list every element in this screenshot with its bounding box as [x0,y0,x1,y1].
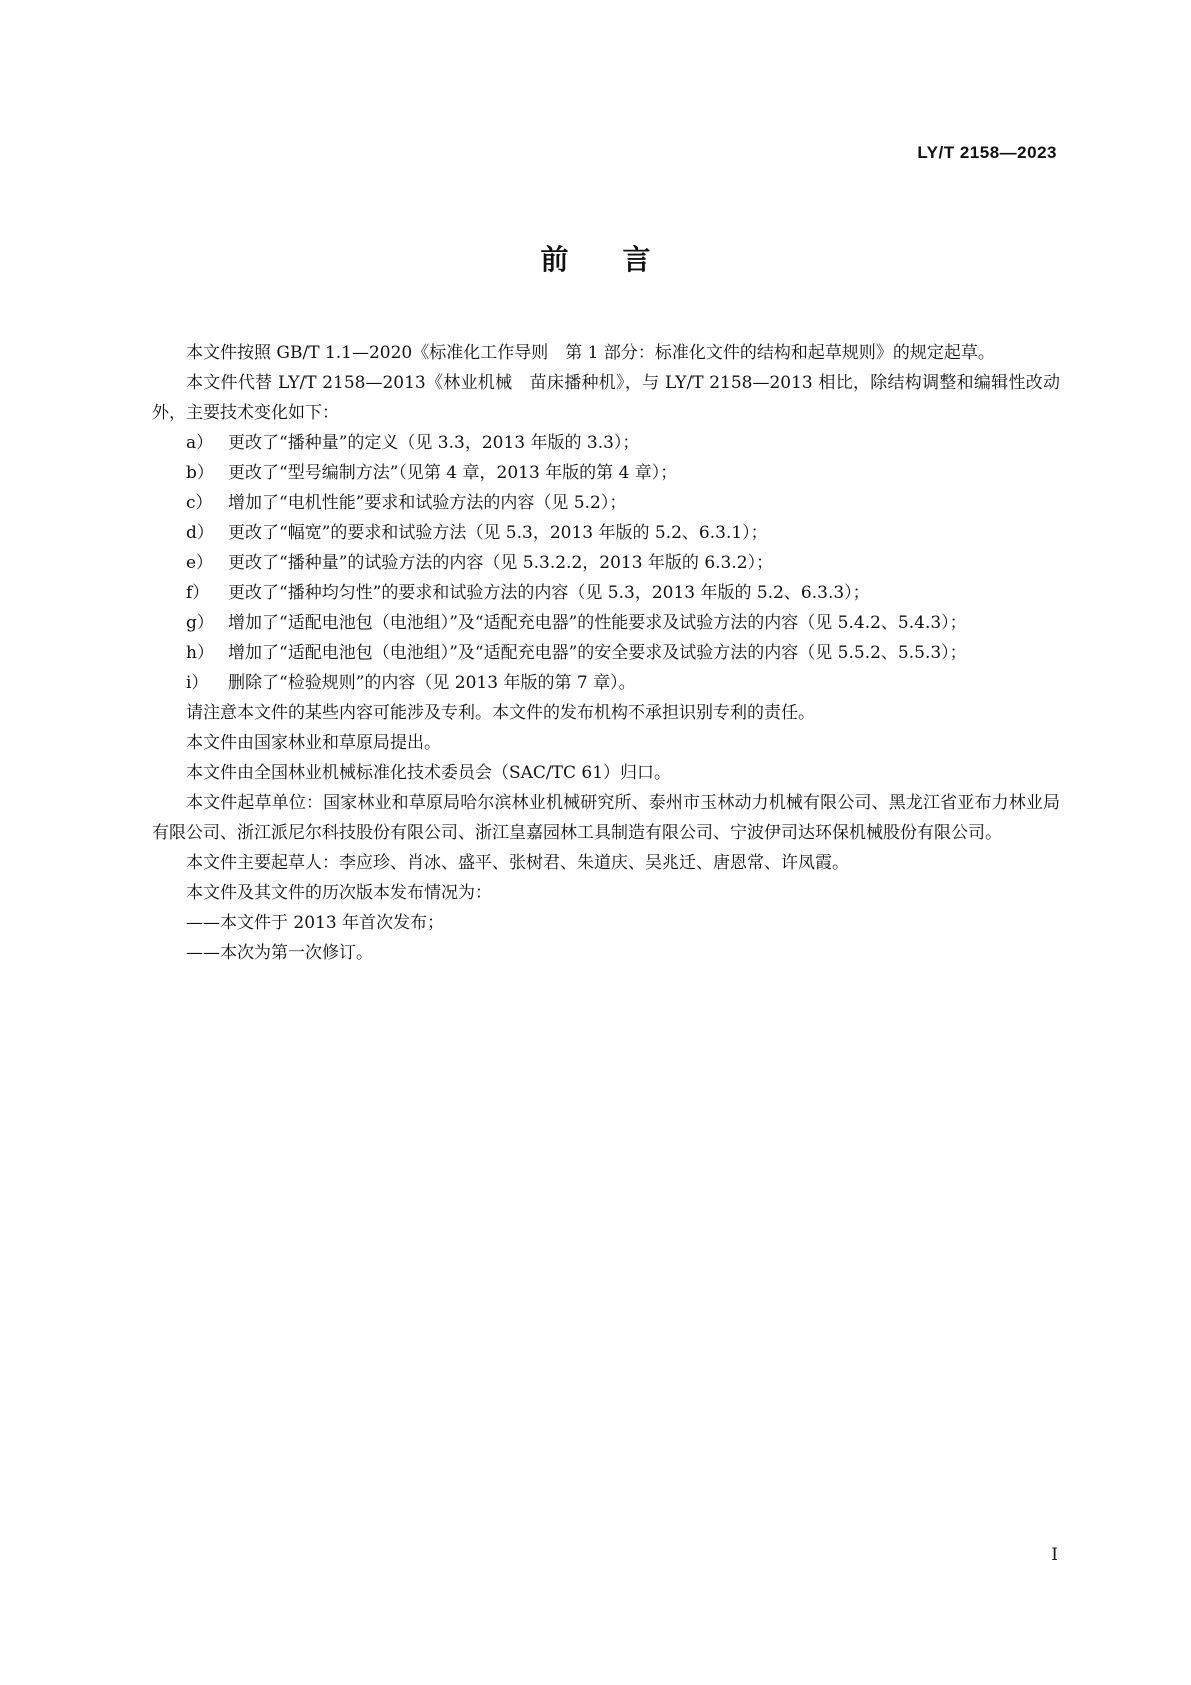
proposer-statement: 本文件由国家林业和草原局提出。 [186,733,441,753]
change-item [152,668,1060,698]
change-item-marker: i） [186,673,209,693]
standard-code: LY/T 2158—2023 [917,143,1057,162]
change-item-marker: e） [186,553,214,573]
replacement-paragraph: 本文件代替 LY/T 2158—2013《林业机械 苗床播种机》，与 LY/T 2158—2013 相比，除结构调整和编辑性改动外，主要技术变化如下： [152,373,1060,423]
history-intro: 本文件及其文件的历次版本发布情况为： [186,883,492,903]
change-item [152,638,1060,668]
change-item-marker: a） [186,433,214,453]
change-item-marker: c） [186,493,213,513]
change-item-text: 更改了“播种均匀性”的要求和试验方法的内容（见 5.3，2013 年版的 5.2、6.3.3）； [228,583,870,603]
intro-paragraph: 本文件按照 GB/T 1.1—2020《标准化工作导则 第 1 部分：标准化文件的结构和起草规则》的规定起草。 [186,343,995,363]
change-item-text: 增加了“适配电池包（电池组）”及“适配充电器”的性能要求及试验方法的内容（见 5.4.2、5.4.3）； [228,613,967,633]
change-item-text: 更改了“幅宽”的要求和试验方法（见 5.3，2013 年版的 5.2、6.3.1）； [228,523,768,543]
committee-statement: 本文件由全国林业机械标准化技术委员会（SAC/TC 61）归口。 [186,763,672,783]
patent-notice: 请注意本文件的某些内容可能涉及专利。本文件的发布机构不承担识别专利的责任。 [186,703,815,723]
change-item [152,548,1060,578]
history-item-text: 本次为第一次修订。 [220,943,373,963]
change-item-text: 增加了“适配电池包（电池组）”及“适配充电器”的安全要求及试验方法的内容（见 5.5.2、5.5.3）； [228,643,967,663]
drafting-units: 本文件起草单位：国家林业和草原局哈尔滨林业机械研究所、泰州市玉林动力机械有限公司、黑龙江省亚布力林业局有限公司、浙江派尼尔科技股份有限公司、浙江皇嘉园林工具制造有限公司、宁波伊司达环保机械股份有限公司。 [152,793,1060,843]
change-item-marker: g） [186,613,214,633]
change-item-text: 更改了“播种量”的试验方法的内容（见 5.3.2.2，2013 年版的 6.3.2）； [228,553,774,573]
change-item [152,608,1060,638]
change-item [152,518,1060,548]
history-item [152,938,1060,968]
change-item-marker: f） [186,583,210,603]
foreword-body [152,338,1060,968]
change-item-text: 删除了“检验规则”的内容（见 2013 年版的第 7 章）。 [228,673,636,693]
history-item-dash: —— [186,913,220,933]
change-item [152,578,1060,608]
change-item [152,458,1060,488]
history-item [152,908,1060,938]
change-item-marker: d） [186,523,214,543]
change-item-text: 更改了“型号编制方法”（见第 4 章，2013 年版的第 4 章）； [228,463,678,483]
change-item-text: 更改了“播种量”的定义（见 3.3，2013 年版的 3.3）； [228,433,640,453]
history-item-dash: —— [186,943,220,963]
change-item [152,428,1060,458]
drafters: 本文件主要起草人：李应珍、肖冰、盛平、张树君、朱道庆、吴兆迁、唐恩常、许凤霞。 [186,853,849,873]
change-item-marker: h） [186,643,214,663]
change-item-text: 增加了“电机性能”要求和试验方法的内容（见 5.2）； [228,493,627,513]
page-number: I [1051,1545,1058,1565]
page-title: 前言 [540,243,705,276]
change-item-marker: b） [186,463,214,483]
change-item [152,488,1060,518]
history-item-text: 本文件于 2013 年首次发布； [220,913,445,933]
